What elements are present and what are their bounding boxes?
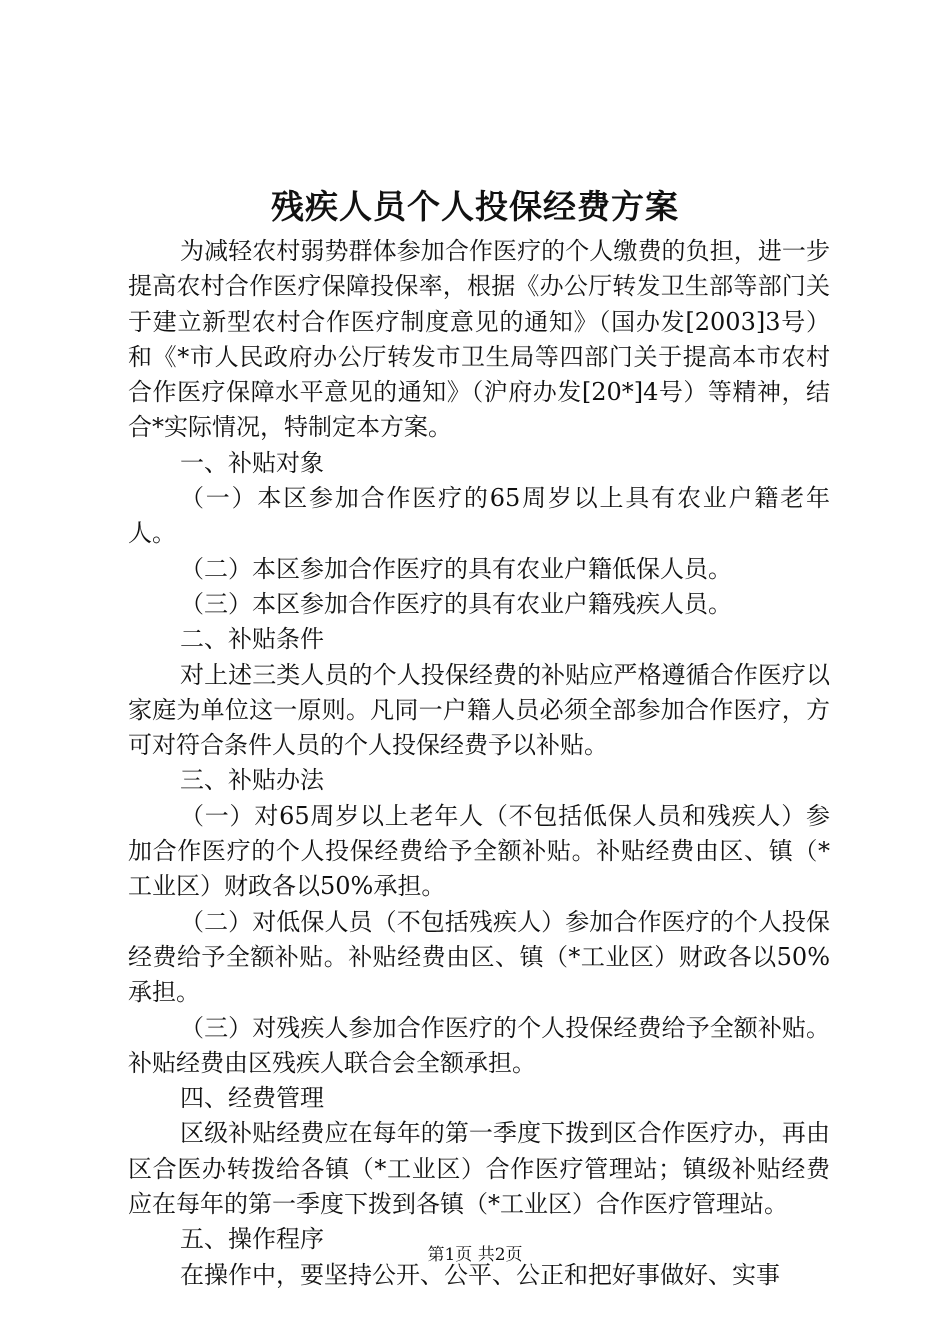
document-title: 残疾人员个人投保经费方案 xyxy=(271,187,679,226)
paragraph-item: （三）本区参加合作医疗的具有农业户籍残疾人员。 xyxy=(180,589,732,618)
paragraph-item: （一）对65周岁以上老年人（不包括低保人员和残疾人）参加合作医疗的个人投保经费给予全额补贴。补贴经费由区、镇（*工业区）财政各以50%承担。 xyxy=(128,801,830,901)
paragraph-item: （二）对低保人员（不包括残疾人）参加合作医疗的个人投保经费给予全额补贴。补贴经费由区、镇（*工业区）财政各以50%承担。 xyxy=(128,907,830,1007)
page-number-footer: 第1页 共2页 xyxy=(427,1245,523,1265)
paragraph-body: 在操作中，要坚持公开、公平、公正和把好事做好、实事 xyxy=(180,1260,780,1289)
paragraph-item: （二）本区参加合作医疗的具有农业户籍低保人员。 xyxy=(180,554,732,583)
document-body xyxy=(128,234,830,1293)
section-heading-1: 一、补贴对象 xyxy=(180,448,324,477)
section-heading-5: 五、操作程序 xyxy=(180,1225,324,1254)
section-heading-2: 二、补贴条件 xyxy=(180,625,324,654)
paragraph-intro: 为减轻农村弱势群体参加合作医疗的个人缴费的负担，进一步提高农村合作医疗保障投保率，根据《办公厅转发卫生部等部门关于建立新型农村合作医疗制度意见的通知》（国办发[2003]3号）和《*市人民政府办公厅转发市卫生局等四部门关于提高本市农村合作医疗保障水平意见的通知》（沪府办发[20*]4号）等精神，结合*实际情况，特制定本方案。 xyxy=(128,237,830,442)
section-heading-3: 三、补贴办法 xyxy=(180,766,324,795)
paragraph-item: （一）本区参加合作医疗的65周岁以上具有农业户籍老年人。 xyxy=(128,484,830,548)
paragraph-body: 对上述三类人员的个人投保经费的补贴应严格遵循合作医疗以家庭为单位这一原则。凡同一户籍人员必须全部参加合作医疗，方可对符合条件人员的个人投保经费予以补贴。 xyxy=(128,660,830,760)
paragraph-item: （三）对残疾人参加合作医疗的个人投保经费给予全额补贴。补贴经费由区残疾人联合会全额承担。 xyxy=(128,1013,830,1077)
section-heading-4: 四、经费管理 xyxy=(180,1084,324,1113)
paragraph-body: 区级补贴经费应在每年的第一季度下拨到区合作医疗办，再由区合医办转拨给各镇（*工业区）合作医疗管理站；镇级补贴经费应在每年的第一季度下拨到各镇（*工业区）合作医疗管理站。 xyxy=(128,1119,830,1219)
